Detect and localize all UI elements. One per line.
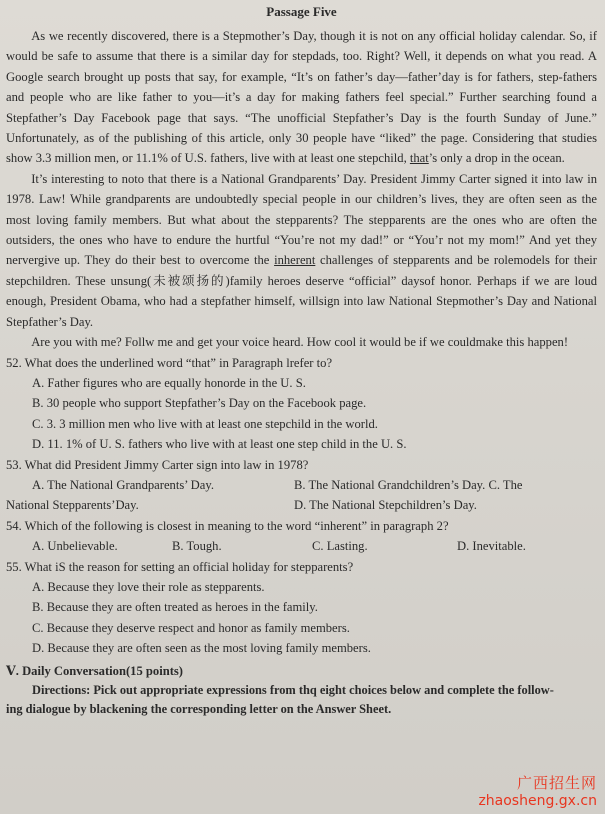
paragraph-3: Are you with me? Follw me and get your voice heard. How cool it would be if we couldmake this happen! <box>31 335 569 350</box>
question-52-option-d: D. 11. 1% of U. S. fathers who live with at least one step child in the U. S. <box>32 437 407 452</box>
paragraph-2-text-a: It’s interesting to noto that there is a National Grandparents’ Day. President Jimmy Carter signed it into law in 1978. Law! While grandparents are undoubtedly special people in our children’s lives, they are often seen as the most loving family members. But what about the stepparents? The stepparents are the ones who are often the outsiders, the ones who have to endure the hurtful “You’re not my dad!” or “You’r not my mom!” And yet they nervergive up. They do their best to overcome the <box>6 171 597 268</box>
question-53-row-1 <box>6 475 597 495</box>
question-53-option-c-cont: National Stepparents’Day. <box>6 498 139 513</box>
section-5-directions-line-1: Directions: Pick out appropriate expressions from thq eight choices below and complete the follow- <box>32 683 554 697</box>
paragraph-2 <box>6 169 597 332</box>
question-54-option-c: C. Lasting. <box>312 539 368 554</box>
question-54-option-d: D. Inevitable. <box>457 539 526 554</box>
watermark-site-name: 广西招生网 <box>516 774 597 792</box>
question-54-stem: 54. Which of the following is closest in meaning to the word “inherent” in paragraph 2? <box>6 518 449 533</box>
watermark-url: zhaosheng.gx.cn <box>478 793 597 809</box>
question-53-option-d: D. The National Stepchildren’s Day. <box>294 498 477 513</box>
question-53-row-2 <box>6 495 597 515</box>
question-52-option-a: A. Father figures who are equally honorde in the U. S. <box>32 375 306 390</box>
paragraph-1 <box>6 26 597 169</box>
question-52-stem: 52. What does the underlined word “that” in Paragraph lrefer to? <box>6 355 333 370</box>
question-55-option-a: A. Because they love their role as stepparents. <box>32 579 265 594</box>
question-54-options <box>6 536 597 556</box>
section-5-directions-line-2: ing dialogue by blackening the corresponding letter on the Answer Sheet. <box>6 702 392 716</box>
question-55-option-d: D. Because they are often seen as the most loving family members. <box>32 641 371 656</box>
question-53-stem: 53. What did President Jimmy Carter sign into law in 1978? <box>6 457 309 472</box>
underlined-word-inherent: inherent <box>274 253 316 268</box>
question-54-option-b: B. Tough. <box>172 539 222 554</box>
paragraph-1-end: ’s only a drop in the ocean. <box>428 151 565 166</box>
site-watermark <box>478 774 597 810</box>
question-55-stem: 55. What iS the reason for setting an official holiday for stepparents? <box>6 559 354 574</box>
passage-title: Passage Five <box>266 4 337 19</box>
question-52-option-b: B. 30 people who support Stepfather’s Day on the Facebook page. <box>32 396 367 411</box>
question-53-option-a: A. The National Grandparents’ Day. <box>32 477 214 492</box>
question-52-option-c: C. 3. 3 million men who live with at least one stepchild in the world. <box>32 416 378 431</box>
question-55-option-b: B. Because they are often treated as heroes in the family. <box>32 600 318 615</box>
question-55-option-c: C. Because they deserve respect and honor as family members. <box>32 620 350 635</box>
paragraph-1-text: As we recently discovered, there is a Stepmother’s Day, though it is not on any official holiday calendar. So, if would be safe to assume that there is a similar day for stepdads, too. Right? Well, it depends on what you read. A Google search brought up posts that say, for example, “It’s on father’s day—father’day is for fathers, step-fathers and people who are like father to you—it’s a day for making fathers feel special.” Further searching found a Stepfather’s Day Facebook page that says. “The unofficial Stepfather’s Day is the fourth Sunday of June.” Unfortunately, as of the publishing of this article, only 30 people have “liked” the page. Considering that studies show 3.3 million men, or 11.1% of U.S. fathers, live with at least one stepchild, <box>6 29 597 166</box>
question-54-option-a: A. Unbelievable. <box>32 539 118 554</box>
paragraph-2-text-b: challenges of stepparents and be rolemodels for their stepchildren. These unsung(未被颂扬的)family heroes deserve “official” daysof honor. Perhaps if we are loud enough, President Obama, who had a stepfather himself, willsign into law National Stepmother’s Day and National Stepfather’s Day. <box>6 253 598 329</box>
underlined-word-that: that <box>409 151 429 166</box>
section-5-heading: Ⅴ. Daily Conversation(15 points) <box>6 663 183 678</box>
question-53-option-bc: B. The National Grandchildren’s Day. C. The <box>294 477 523 492</box>
